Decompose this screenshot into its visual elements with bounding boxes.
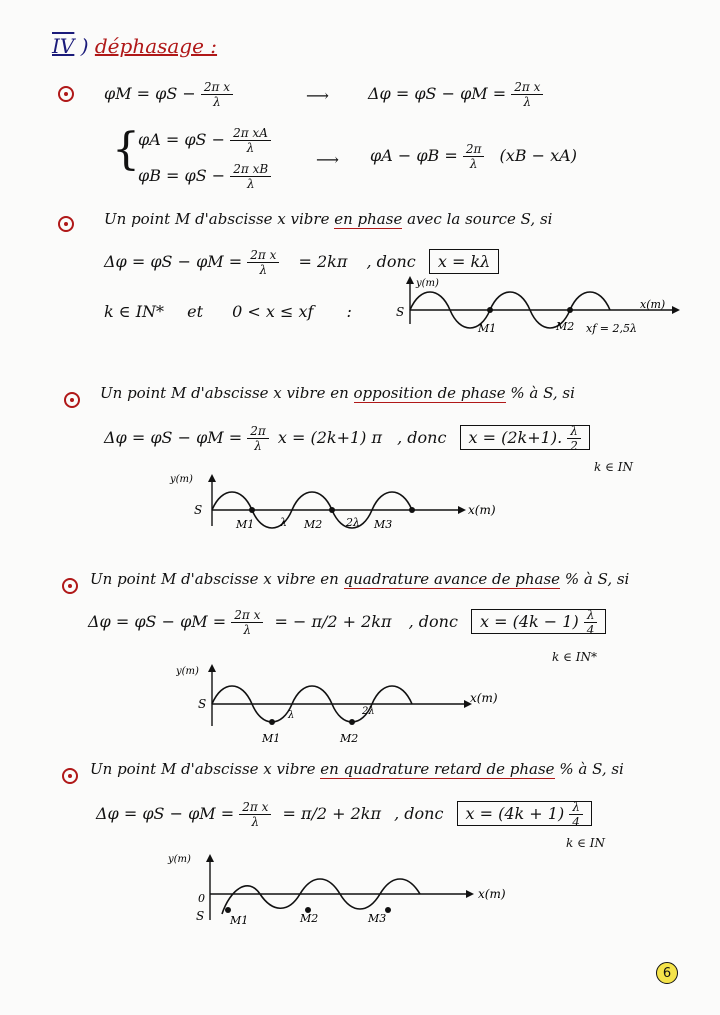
m2-label: M2 bbox=[340, 732, 359, 745]
bullet-icon bbox=[58, 86, 74, 102]
heading-roman: IV bbox=[52, 34, 75, 58]
eq-quad-advance: Δφ = φS − φM = $\frac{\text{2π x}}{\lambda}$ = − π/2 + 2kπ , donc x = (4k − 1) $\frac{\lambda}{4}$ bbox=[88, 608, 606, 637]
origin-label: S bbox=[198, 697, 207, 711]
lambda-2: 2λ bbox=[346, 516, 360, 529]
sentence-quad-advance: Un point M d'abscisse x vibre en quadrature avance de phase % à S, si bbox=[90, 570, 630, 588]
graph-quad-advance bbox=[176, 660, 516, 746]
xlabel: x(m) bbox=[640, 298, 666, 311]
origin-label: S bbox=[196, 909, 205, 923]
ylabel: y(m) bbox=[170, 474, 193, 485]
ylabel: y(m) bbox=[416, 278, 439, 289]
m1-label: M1 bbox=[236, 518, 255, 531]
heading-text: déphasage : bbox=[94, 34, 218, 58]
m3-label: M3 bbox=[368, 912, 387, 925]
result-box: x = (2k+1). $\frac{\lambda}{2}$ bbox=[460, 425, 590, 450]
xlabel: x(m) bbox=[470, 691, 498, 705]
k-set-quad-advance: k ∈ IN* bbox=[552, 650, 598, 664]
eq-phi-b: φB = φS − $\frac{\text{2π xB}}{\lambda}$ bbox=[138, 162, 271, 191]
origin-label: S bbox=[194, 503, 203, 517]
section-heading bbox=[52, 34, 217, 58]
arrow-icon: ⟶ bbox=[306, 86, 329, 105]
result-box: x = (4k + 1) $\frac{\lambda}{4}$ bbox=[457, 801, 592, 826]
m3-label: M3 bbox=[374, 518, 393, 531]
brace-icon: { bbox=[112, 124, 140, 175]
k-set-quad-retard: k ∈ IN bbox=[566, 836, 606, 850]
eq-phi-a: φA = φS − $\frac{\text{2π xA}}{\lambda}$ bbox=[138, 126, 271, 155]
condition-in-phase: k ∈ IN* et 0 < x ≤ xf : bbox=[104, 302, 352, 321]
ylabel: y(m) bbox=[176, 666, 199, 677]
m1-label: M1 bbox=[230, 914, 249, 927]
eq-phi-ab: φA − φB = $\frac{2\pi}{\lambda}$ (xB − xA) bbox=[370, 142, 577, 171]
eq-delta-phi: Δφ = φS − φM = $\frac{\text{2π x}}{\lambda}$ bbox=[368, 80, 543, 109]
ylabel: y(m) bbox=[168, 854, 191, 865]
eq-opposition: Δφ = φS − φM = $\frac{2\pi}{\lambda}$ x = (2k+1) π , donc x = (2k+1). $\frac{\lambda}{2}$ bbox=[104, 424, 590, 453]
eq-in-phase: Δφ = φS − φM = $\frac{\text{2π x}}{\lambda}$ = 2kπ , donc x = kλ bbox=[104, 248, 499, 277]
result-box: x = (4k − 1) $\frac{\lambda}{4}$ bbox=[471, 609, 606, 634]
bullet-icon bbox=[64, 392, 80, 408]
graph-opposition bbox=[168, 470, 508, 536]
bullet-icon bbox=[62, 578, 78, 594]
sentence-quad-retard: Un point M d'abscisse x vibre en quadrature retard de phase % à S, si bbox=[90, 760, 624, 778]
zero-label: 0 bbox=[198, 892, 205, 905]
bullet-icon bbox=[62, 768, 78, 784]
result-box: x = kλ bbox=[429, 249, 499, 274]
m2-label: M2 bbox=[304, 518, 323, 531]
eq-quad-retard: Δφ = φS − φM = $\frac{\text{2π x}}{\lambda}$ = π/2 + 2kπ , donc x = (4k + 1) $\frac{\lambda}{4}$ bbox=[96, 800, 592, 829]
m1-label: M1 bbox=[478, 322, 497, 335]
arrow-icon-2: ⟶ bbox=[316, 150, 339, 169]
xlabel: x(m) bbox=[468, 503, 496, 517]
k-set-opposition: k ∈ IN bbox=[594, 460, 634, 474]
sentence-in-phase: Un point M d'abscisse x vibre en phase avec la source S, si bbox=[104, 210, 553, 228]
sentence-opposition: Un point M d'abscisse x vibre en opposition de phase % à S, si bbox=[100, 384, 575, 402]
m2-label: M2 bbox=[300, 912, 319, 925]
lambda-1: λ bbox=[288, 710, 295, 721]
page-number: 6 bbox=[656, 962, 678, 984]
xlabel: x(m) bbox=[478, 887, 506, 901]
m1-label: M1 bbox=[262, 732, 281, 745]
graph-quad-retard bbox=[166, 850, 526, 930]
bullet-icon bbox=[58, 216, 74, 232]
lambda-2: 2λ bbox=[362, 706, 375, 717]
graph-in-phase bbox=[390, 276, 690, 342]
m2-label: M2 bbox=[556, 320, 575, 333]
eq-phi-m: φM = φS − $\frac{\text{2π x}}{\lambda}$ bbox=[104, 80, 233, 109]
xf-label: xf = 2,5λ bbox=[586, 322, 637, 335]
lambda-1: λ bbox=[280, 516, 287, 529]
heading-sep: ) bbox=[80, 34, 89, 58]
origin-label: S bbox=[396, 305, 405, 319]
